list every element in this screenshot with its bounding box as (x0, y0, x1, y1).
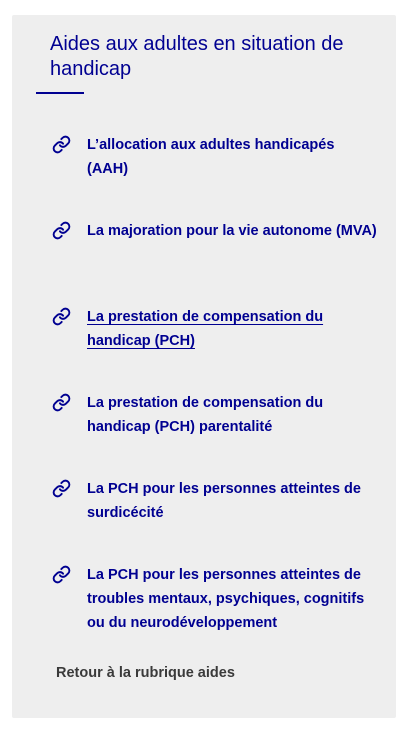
link-icon (52, 307, 71, 326)
aides-sidebar-panel (12, 15, 396, 718)
link-icon (52, 565, 71, 584)
link-aah[interactable]: L’allocation aux adultes handicapés (AAH) (87, 137, 335, 177)
back-to-aides-link[interactable]: Retour à la rubrique aides (56, 665, 235, 681)
title-underline (36, 92, 84, 94)
link-pch-parentalite[interactable]: La prestation de compensation du handicap (PCH) parentalité (87, 395, 324, 435)
panel-title: Aides aux adultes en situation de handicap (50, 33, 344, 80)
link-icon (52, 135, 71, 154)
link-pch-current[interactable]: La prestation de compensation du handicap (PCH) (87, 309, 324, 349)
link-icon (52, 479, 71, 498)
link-icon (52, 393, 71, 412)
link-pch-surdicecite[interactable]: La PCH pour les personnes atteintes de surdicécité (87, 481, 361, 521)
link-icon (52, 221, 71, 240)
link-mva[interactable]: La majoration pour la vie autonome (MVA) (87, 223, 377, 239)
link-pch-troubles-mentaux[interactable]: La PCH pour les personnes atteintes de troubles mentaux, psychiques, cognitifs ou du neurodéveloppement (87, 567, 365, 631)
